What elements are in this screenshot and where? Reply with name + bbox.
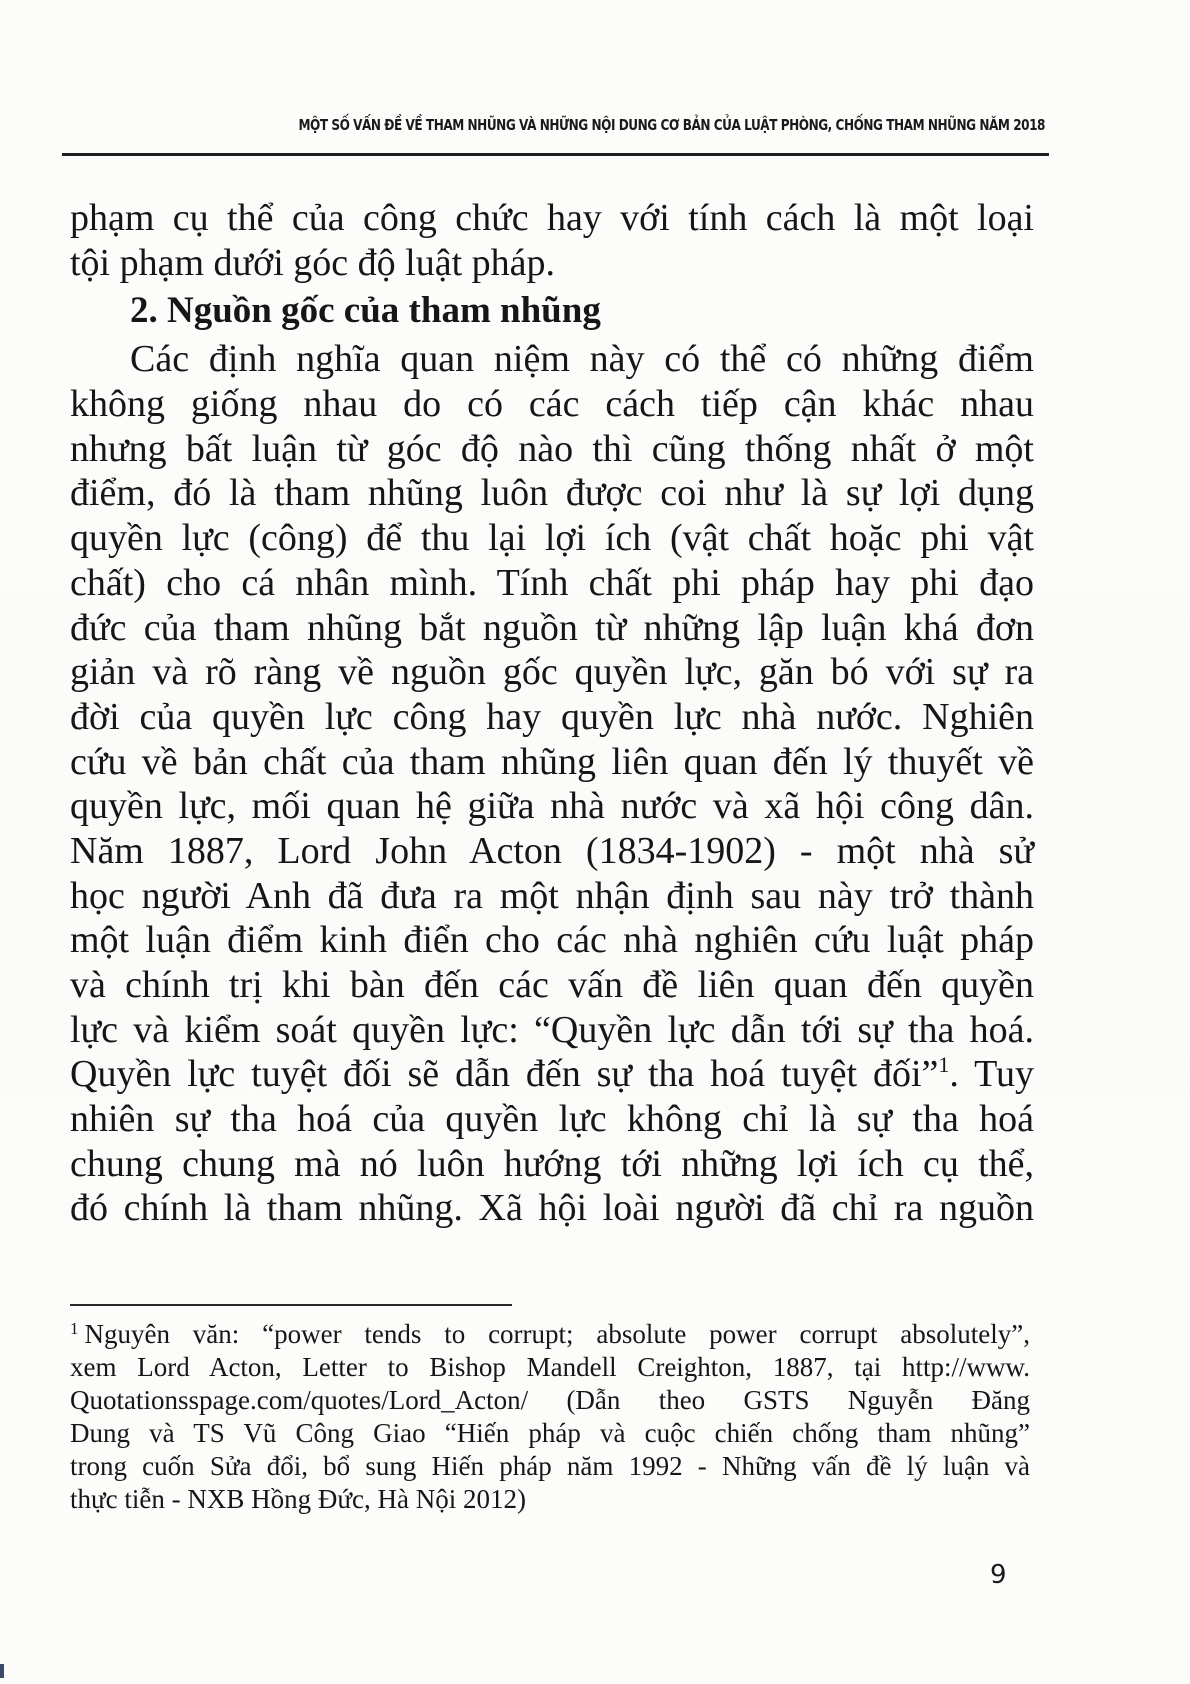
text-line: quyền lực (công) để thu lại lợi ích (vật chất hoặc phi vật [70, 517, 1034, 560]
footnote-line [70, 1318, 1030, 1351]
footnote-reference[interactable]: 1 [938, 1052, 950, 1078]
text-line: giản và rõ ràng về nguồn gốc quyền lực, găn bó với sự ra [70, 651, 1034, 694]
footnote-line: xem Lord Acton, Letter to Bishop Mandell Creighton, 1887, tại http://www. [70, 1352, 1030, 1382]
text-line: lực và kiểm soát quyền lực: “Quyền lực dẫn tới sự tha hoá. [70, 1008, 1034, 1051]
text-line: nhưng bất luận từ góc độ nào thì cũng thống nhất ở một [70, 427, 1034, 470]
text-line: điểm, đó là tham nhũng luôn được coi như là sự lợi dụng [70, 472, 1034, 515]
text-line-with-footnote-ref [70, 1052, 1034, 1097]
text-line: đức của tham nhũng bắt nguồn từ những lập luận khá đơn [70, 606, 1034, 649]
text-segment: . Tuy [949, 1053, 1034, 1096]
footnote-line: Dung và TS Vũ Công Giao “Hiến pháp và cuộc chiến chống tham nhũng” [70, 1418, 1030, 1448]
text-line: đó chính là tham nhũng. Xã hội loài người đã chỉ ra nguồn [70, 1187, 1034, 1230]
text-line: tội phạm dưới góc độ luật pháp. [70, 241, 556, 284]
text-line: chất) cho cá nhân mình. Tính chất phi pháp hay phi đạo [70, 561, 1034, 604]
scan-artifact [0, 1664, 4, 1678]
text-line: không giống nhau do có các cách tiếp cận khác nhau [70, 383, 1034, 426]
running-header: MỘT SỐ VẤN ĐỀ VỀ THAM NHŨNG VÀ NHỮNG NỘI DUNG CƠ BẢN CỦA LUẬT PHÒNG, CHỐNG THAM NHŨNG NĂM 2018 [298, 116, 1045, 134]
footnote-separator [70, 1304, 512, 1306]
text-line: đời của quyền lực công hay quyền lực nhà nước. Nghiên [70, 695, 1034, 738]
footnote-text: Nguyên văn: “power tends to corrupt; absolute power corrupt absolutely”, [84, 1319, 1030, 1349]
footnote-line: thực tiễn - NXB Hồng Đức, Hà Nội 2012) [70, 1484, 526, 1514]
text-line: nhiên sự tha hoá của quyền lực không chỉ là sự tha hoá [70, 1098, 1034, 1141]
footnote-line: Quotationsspage.com/quotes/Lord_Acton/ (Dẫn theo GSTS Nguyễn Đăng [70, 1385, 1030, 1415]
text-line: chung chung mà nó luôn hướng tới những lợi ích cụ thể, [70, 1142, 1034, 1185]
text-line: và chính trị khi bàn đến các vấn đề liên quan đến quyền [70, 964, 1034, 1006]
footnote-line: trong cuốn Sửa đổi, bổ sung Hiến pháp năm 1992 - Những vấn đề lý luận và [70, 1451, 1030, 1481]
text-segment: Quyền lực tuyệt đối sẽ dẫn đến sự tha hoá tuyệt đối” [70, 1053, 939, 1096]
page-number: 9 [990, 1560, 1007, 1590]
text-line: học người Anh đã đưa ra một nhận định sau này trở thành [70, 874, 1034, 917]
text-line: cứu về bản chất của tham nhũng liên quan đến lý thuyết về [70, 740, 1034, 783]
footnote-marker: 1 [70, 1319, 79, 1338]
text-line: quyền lực, mối quan hệ giữa nhà nước và xã hội công dân. [70, 785, 1034, 828]
text-line: một luận điểm kinh điển cho các nhà nghiên cứu luật pháp [70, 919, 1034, 962]
text-line: Các định nghĩa quan niệm này có thể có những điểm [130, 338, 1034, 381]
text-line: phạm cụ thể của công chức hay với tính cách là một loại [70, 197, 1034, 239]
section-heading: 2. Nguồn gốc của tham nhũng [130, 290, 601, 332]
footnote [70, 1318, 1030, 1516]
header-rule [62, 153, 1049, 156]
text-line: Năm 1887, Lord John Acton (1834-1902) - một nhà sử [70, 829, 1034, 872]
body-text [70, 196, 1034, 1231]
